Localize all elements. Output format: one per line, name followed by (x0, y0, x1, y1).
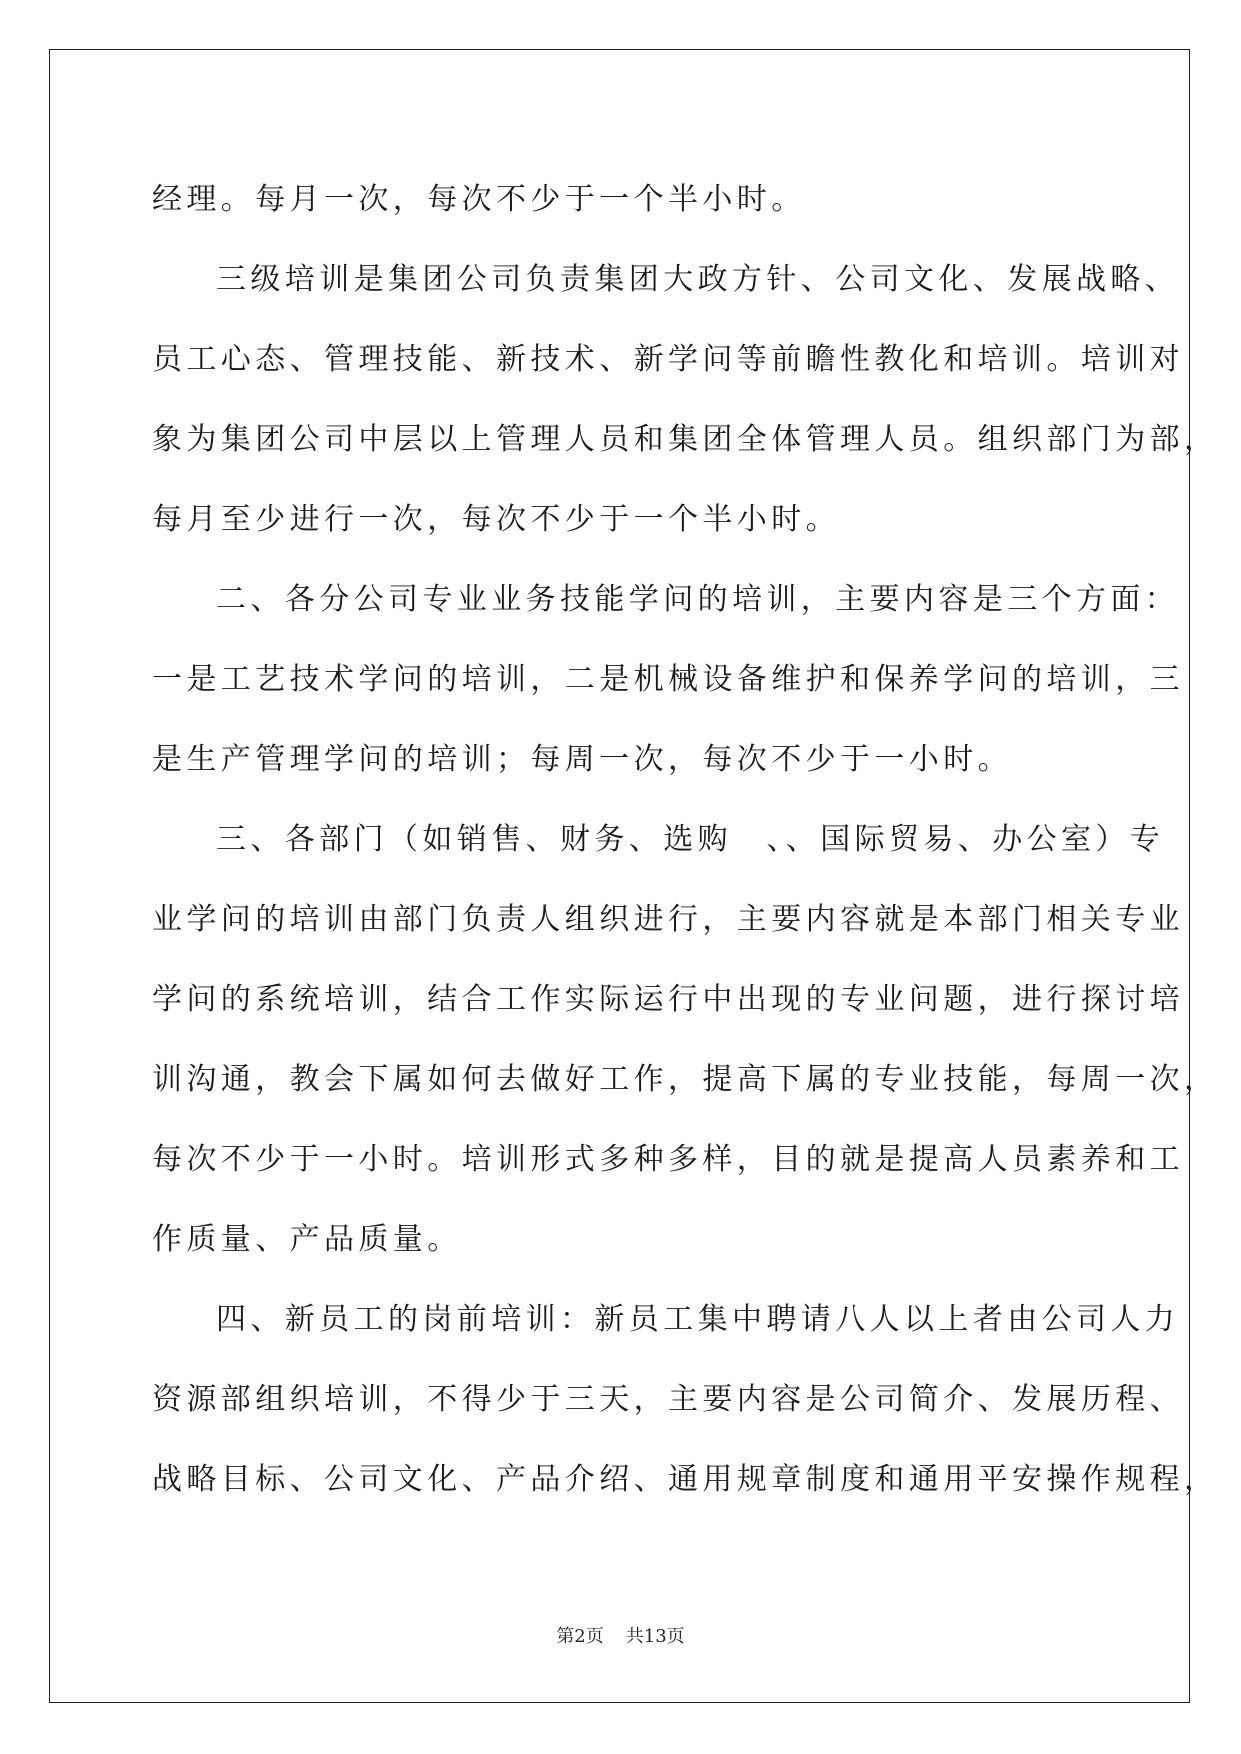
text-line: 经理。每月一次，每次不少于一个半小时。 (152, 182, 806, 217)
text-line: 员工心态、管理技能、新技术、新学问等前瞻性教化和培训。培训对 (152, 342, 1184, 377)
text-line: 二、各分公司专业业务技能学问的培训，主要内容是三个方面： (216, 582, 1180, 617)
page-footer (0, 1622, 1241, 1648)
text-line: 作质量、产品质量。 (152, 1222, 462, 1257)
document-body (152, 160, 1219, 1520)
text-line: 学问的系统培训，结合工作实际运行中出现的专业问题，进行探讨培 (152, 982, 1184, 1017)
text-line: 每次不少于一小时。培训形式多种多样，目的就是提高人员素养和工 (152, 1142, 1184, 1177)
text-line: 战略目标、公司文化、产品介绍、通用规章制度和通用平安操作规程， (152, 1462, 1219, 1497)
text-line: 是生产管理学问的培训；每周一次，每次不少于一小时。 (152, 742, 1012, 777)
page-number: 第2页 (556, 1626, 604, 1647)
text-line: 一是工艺技术学问的培训，二是机械设备维护和保养学问的培训，三 (152, 662, 1184, 697)
text-line: 象为集团公司中层以上管理人员和集团全体管理人员。组织部门为部， (152, 422, 1219, 457)
text-line: 四、新员工的岗前培训：新员工集中聘请八人以上者由公司人力 (216, 1302, 1180, 1337)
text-line: 三级培训是集团公司负责集团大政方针、公司文化、发展战略、 (216, 262, 1180, 297)
text-line: 每月至少进行一次，每次不少于一个半小时。 (152, 502, 840, 537)
text-line: 训沟通，教会下属如何去做好工作，提高下属的专业技能，每周一次， (152, 1062, 1219, 1097)
text-line: 资源部组织培训，不得少于三天，主要内容是公司简介、发展历程、 (152, 1382, 1184, 1417)
text-line: 三、各部门（如销售、财务、选购 、、国际贸易、办公室）专 (216, 822, 1165, 857)
page-total: 共13页 (625, 1626, 685, 1647)
text-line: 业学问的培训由部门负责人组织进行，主要内容就是本部门相关专业 (152, 902, 1184, 937)
